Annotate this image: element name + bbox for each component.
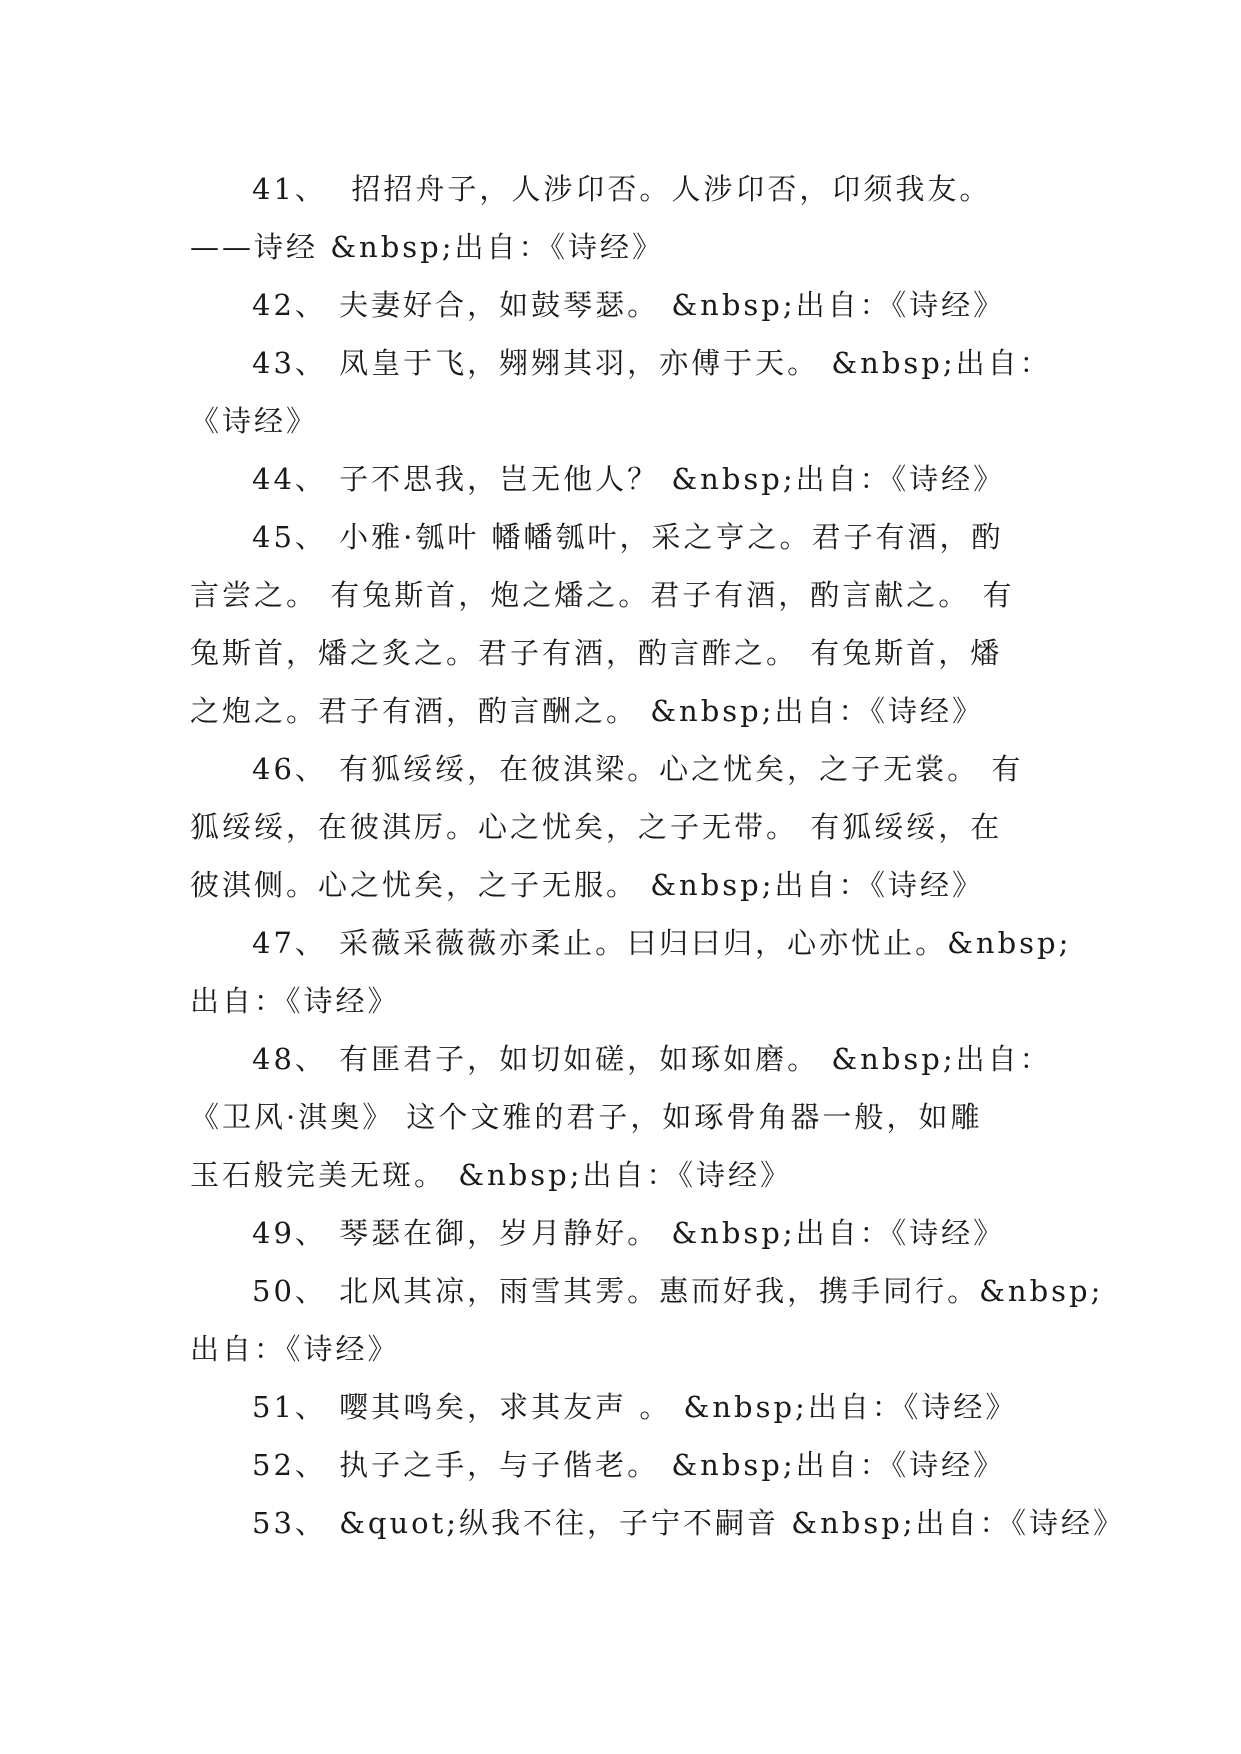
text-line: 出自：《诗经》 bbox=[190, 1332, 400, 1366]
text-line: 兔斯首，燔之炙之。君子有酒，酌言酢之。 有兔斯首，燔 bbox=[190, 636, 1003, 670]
text-line: 《卫风·淇奥》 这个文雅的君子，如琢骨角器一般，如雕 bbox=[190, 1100, 983, 1134]
text-line: 53、 &quot;纵我不往，子宁不嗣音 &nbsp;出自：《诗经》 bbox=[252, 1506, 1126, 1540]
text-line: 47、 采薇采薇薇亦柔止。曰归曰归，心亦忧止。&nbsp; bbox=[252, 926, 1072, 960]
text-line: 52、 执子之手，与子偕老。 &nbsp;出自：《诗经》 bbox=[252, 1448, 1006, 1482]
text-line: 50、 北风其凉，雨雪其雱。惠而好我，携手同行。&nbsp; bbox=[252, 1274, 1104, 1308]
text-line: 48、 有匪君子，如切如磋，如琢如磨。 &nbsp;出自： bbox=[252, 1042, 1052, 1076]
text-line: 49、 琴瑟在御，岁月静好。 &nbsp;出自：《诗经》 bbox=[252, 1216, 1006, 1250]
text-line: 42、 夫妻好合，如鼓琴瑟。 &nbsp;出自：《诗经》 bbox=[252, 288, 1006, 322]
text-line: 彼淇侧。心之忧矣，之子无服。 &nbsp;出自：《诗经》 bbox=[190, 868, 984, 902]
text-line: 45、 小雅·瓠叶 幡幡瓠叶，采之亨之。君子有酒，酌 bbox=[252, 520, 1004, 554]
text-line: 46、 有狐绥绥，在彼淇梁。心之忧矣，之子无裳。 有 bbox=[252, 752, 1024, 786]
text-line: 玉石般完美无斑。 &nbsp;出自：《诗经》 bbox=[190, 1158, 792, 1192]
text-line: 51、 嘤其鸣矣，求其友声 。 &nbsp;出自：《诗经》 bbox=[252, 1390, 1018, 1424]
text-line: ——诗经 &nbsp;出自：《诗经》 bbox=[190, 230, 664, 264]
text-line: 之炮之。君子有酒，酌言酬之。 &nbsp;出自：《诗经》 bbox=[190, 694, 984, 728]
text-line: 出自：《诗经》 bbox=[190, 984, 400, 1018]
text-line: 44、 子不思我，岂无他人？ &nbsp;出自：《诗经》 bbox=[252, 462, 1006, 496]
document-body bbox=[190, 160, 1126, 1552]
text-line: 43、 凤皇于飞，翙翙其羽，亦傅于天。 &nbsp;出自： bbox=[252, 346, 1052, 380]
text-line: 言尝之。 有兔斯首，炮之燔之。君子有酒，酌言献之。 有 bbox=[190, 578, 1015, 612]
text-line: 41、 招招舟子，人涉卬否。人涉卬否，卬须我友。 bbox=[252, 172, 992, 206]
text-line: 狐绥绥，在彼淇厉。心之忧矣，之子无带。 有狐绥绥，在 bbox=[190, 810, 1003, 844]
text-line: 《诗经》 bbox=[190, 404, 319, 438]
